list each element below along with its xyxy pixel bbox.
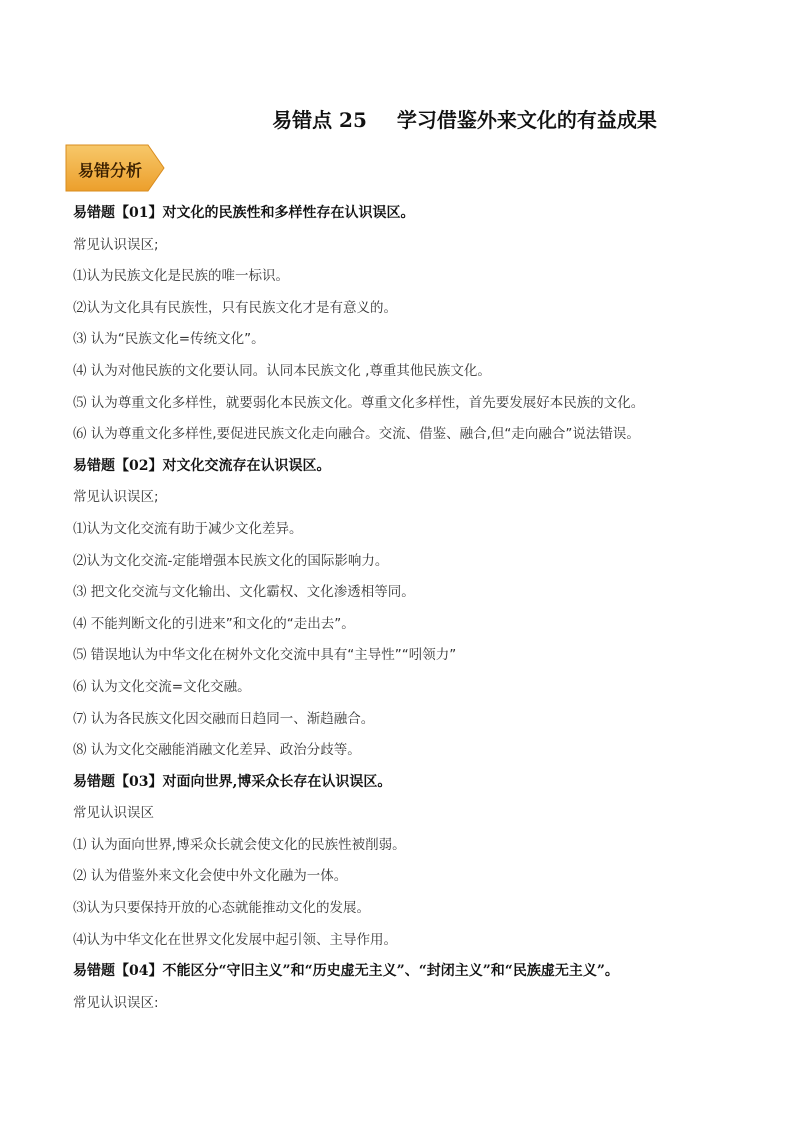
section-intro: 常见认识误区: xyxy=(73,994,159,1011)
list-item: ⑻ 认为文化交融能消融文化差异、政治分歧等。 xyxy=(73,742,361,759)
list-item: ⑴认为文化交流有助于减少文化差异。 xyxy=(73,520,303,537)
list-item: ⑵ 认为借鉴外来文化会使中外文化融为一体。 xyxy=(73,868,348,885)
badge-label: 易错分析 xyxy=(78,161,143,180)
list-item: ⑴认为民族文化是民族的唯一标识。 xyxy=(73,268,289,285)
list-item: ⑷ 不能判断文化的引进来”和文化的“走出去”。 xyxy=(73,615,355,632)
list-item: ⑶ 认为“民族文化=传统文化”。 xyxy=(73,331,265,348)
section-badge xyxy=(64,143,166,193)
list-item: ⑴ 认为面向世界,博采众长就会使文化的民族性被削弱。 xyxy=(73,836,406,853)
section-heading: 易错题【03】对面向世界,博采众长存在认识误区。 xyxy=(73,773,392,790)
section-heading: 易错题【04】不能区分“守旧主义”和“历史虚无主义”、“封闭主义”和“民族虚无主义”。 xyxy=(73,963,619,980)
title-prefix: 易错点 25 xyxy=(272,108,367,132)
list-item: ⑷ 认为对他民族的文化要认同。认同本民族文化 ,尊重其他民族文化。 xyxy=(73,362,491,379)
list-item: ⑵认为文化交流-定能增强本民族文化的国际影响力。 xyxy=(73,552,389,569)
section-intro: 常见认识误区; xyxy=(73,489,159,506)
section-heading: 易错题【02】对文化交流存在认识误区。 xyxy=(73,457,331,474)
list-item: ⑷认为中华文化在世界文化发展中起引领、主导作用。 xyxy=(73,931,397,948)
list-item: ⑹ 认为尊重文化多样性,要促进民族文化走向融合。交流、借鉴、融合,但“走向融合”说法错误。 xyxy=(73,426,640,443)
list-item: ⑵认为文化具有民族性，只有民族文化才是有意义的。 xyxy=(73,299,397,316)
section-intro: 常见认识误区; xyxy=(73,236,159,253)
list-item: ⑹ 认为文化交流=文化交融。 xyxy=(73,678,251,695)
list-item: ⑺ 认为各民族文化因交融而日趋同一、渐趋融合。 xyxy=(73,710,375,727)
list-item: ⑸ 认为尊重文化多样性，就要弱化本民族文化。尊重文化多样性，首先要发展好本民族的文化。 xyxy=(73,394,645,411)
section-heading: 易错题【01】对文化的民族性和多样性存在认识误区。 xyxy=(73,205,415,221)
content-body xyxy=(73,198,763,1019)
list-item: ⑶认为只要保持开放的心态就能推动文化的发展。 xyxy=(73,900,370,917)
section-intro: 常见认识误区 xyxy=(73,805,154,822)
title-main: 学习借鉴外来文化的有益成果 xyxy=(396,108,657,132)
list-item: ⑶ 把文化交流与文化输出、文化霸权、文化渗透相等同。 xyxy=(73,584,415,601)
page-title xyxy=(0,104,794,133)
list-item: ⑸ 错误地认为中华文化在树外文化交流中具有“主导性”“吲领力” xyxy=(73,647,457,664)
